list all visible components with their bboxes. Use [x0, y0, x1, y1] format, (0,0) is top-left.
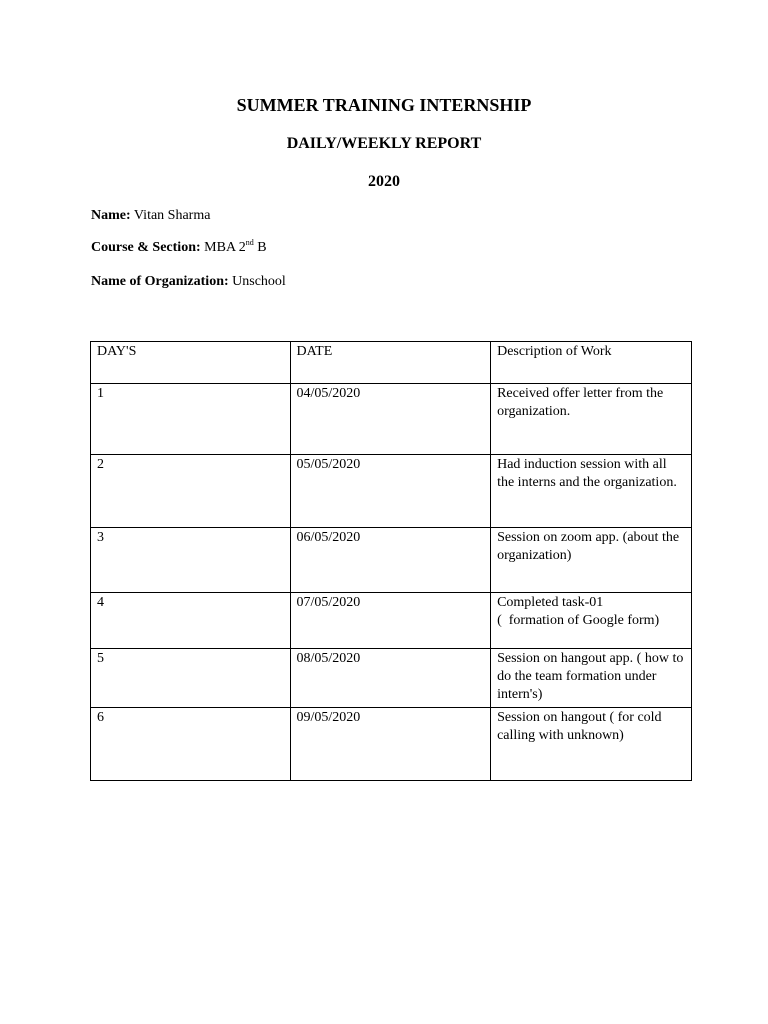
- day-cell: 2: [91, 455, 291, 528]
- day-cell: 5: [91, 649, 291, 708]
- course-value-suffix: B: [253, 240, 267, 255]
- student-name-label: Name:: [91, 208, 131, 223]
- table-row: [91, 455, 692, 528]
- course-section-value: [204, 240, 266, 255]
- document-subtitle: DAILY/WEEKLY REPORT: [286, 135, 482, 152]
- work-report-table: [90, 341, 692, 781]
- course-section-field: [91, 240, 267, 256]
- date-cell: 09/05/2020: [290, 708, 491, 781]
- description-line: ( formation of Google form): [497, 613, 660, 628]
- organization-field: [91, 274, 286, 290]
- student-name-field: [91, 208, 210, 224]
- header-days: DAY'S: [91, 342, 291, 384]
- date-cell: 08/05/2020: [290, 649, 491, 708]
- description-cell: Session on zoom app. (about the organization): [491, 528, 692, 593]
- organization-value: Unschool: [232, 274, 286, 289]
- table-row: [91, 708, 692, 781]
- date-cell: 06/05/2020: [290, 528, 491, 593]
- date-cell: 07/05/2020: [290, 593, 491, 649]
- student-name-value: Vitan Sharma: [133, 208, 211, 223]
- day-cell: 1: [91, 384, 291, 455]
- document-year: 2020: [368, 173, 400, 190]
- course-value-prefix: MBA 2: [204, 240, 246, 255]
- day-cell: 6: [91, 708, 291, 781]
- table-row: [91, 649, 692, 708]
- day-cell: 4: [91, 593, 291, 649]
- table-header-row: [91, 342, 692, 384]
- table-row: [91, 593, 692, 649]
- description-cell: Had induction session with all the interns and the organization.: [491, 455, 692, 528]
- organization-label: Name of Organization:: [91, 274, 229, 289]
- date-cell: 05/05/2020: [290, 455, 491, 528]
- document-title: SUMMER TRAINING INTERNSHIP: [236, 95, 532, 115]
- description-cell: Received offer letter from the organization.: [491, 384, 692, 455]
- table-row: [91, 528, 692, 593]
- table-row: [91, 384, 692, 455]
- date-cell: 04/05/2020: [290, 384, 491, 455]
- header-date: DATE: [290, 342, 491, 384]
- header-description: Description of Work: [491, 342, 692, 384]
- day-cell: 3: [91, 528, 291, 593]
- course-value-ordinal: nd: [245, 238, 254, 247]
- description-cell: [491, 593, 692, 649]
- description-cell: Session on hangout app. ( how to do the team formation under intern's): [491, 649, 692, 708]
- course-section-label: Course & Section:: [91, 240, 201, 255]
- description-line: Completed task-01: [497, 595, 604, 610]
- description-cell: Session on hangout ( for cold calling with unknown): [491, 708, 692, 781]
